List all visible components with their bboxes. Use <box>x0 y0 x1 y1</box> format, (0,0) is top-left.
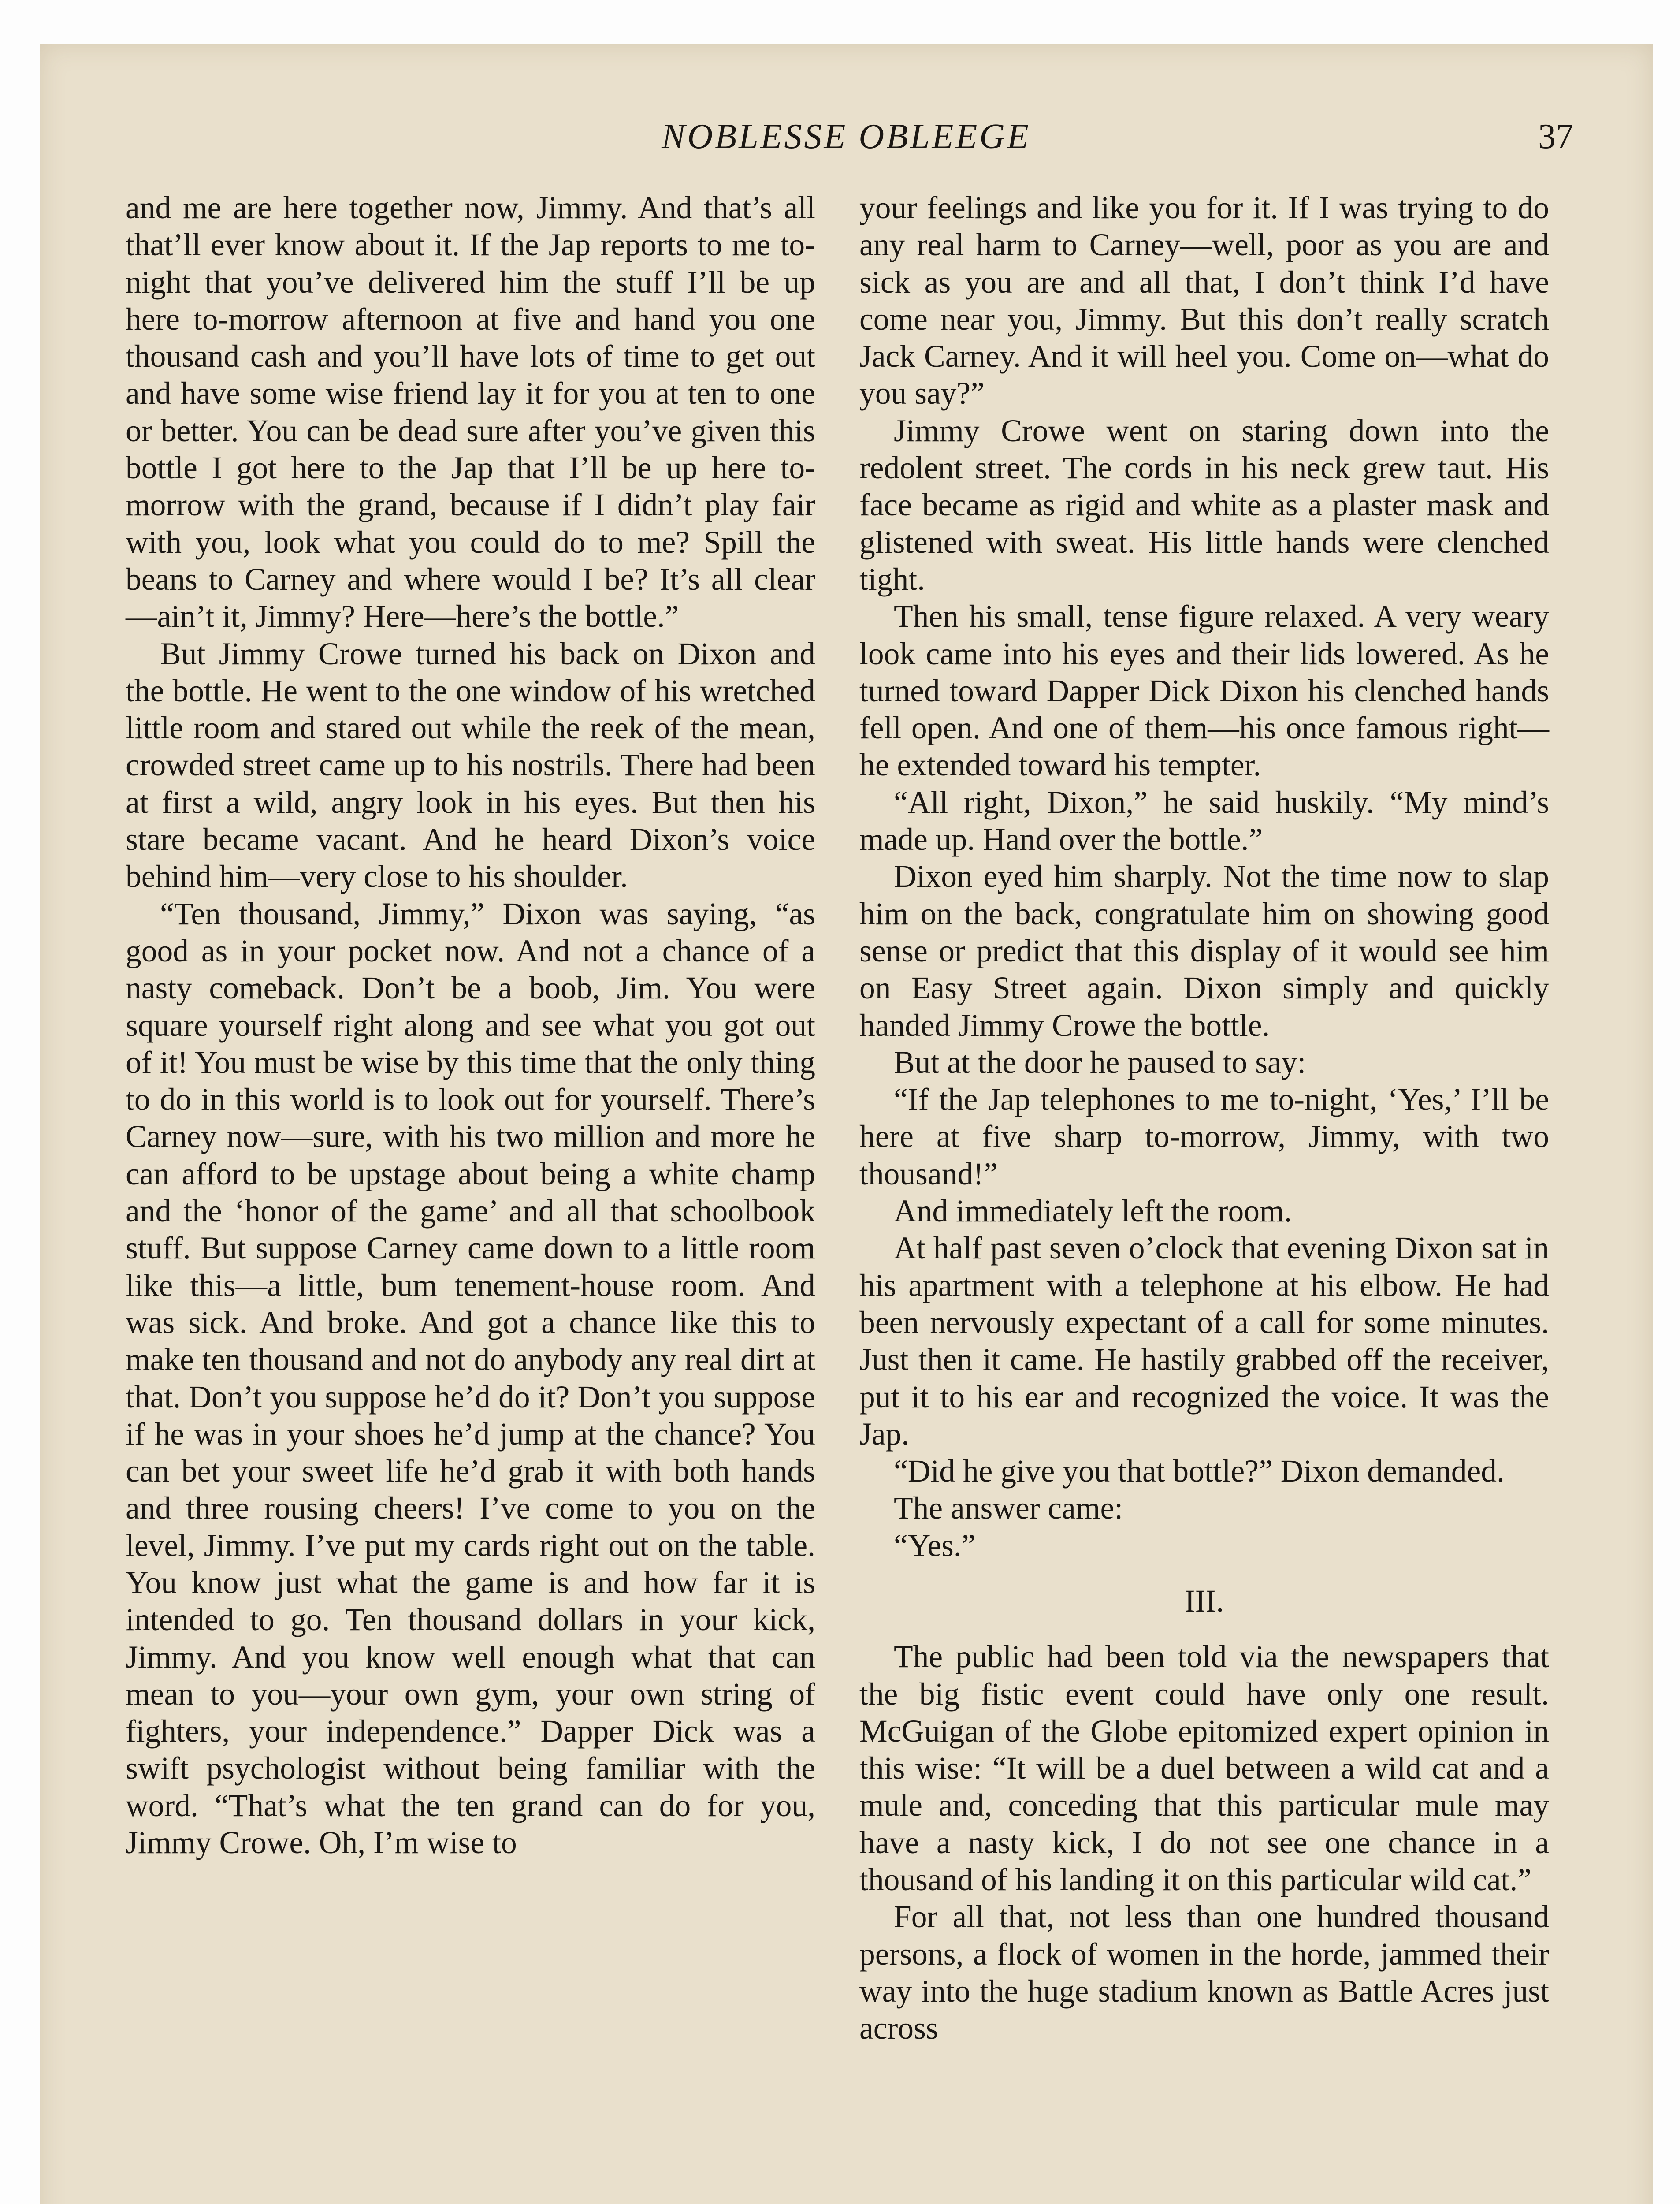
paragraph: Dixon eyed him sharply. Not the time now to slap him on the back, congratulate him on showing good sense or predict that this display of it would see him on Easy Street again. Dixon simply and quickly handed Jimmy Crowe the bottle. <box>859 859 1549 1043</box>
paragraph: “Ten thousand, Jimmy,” Dixon was saying, “as good as in your pocket now. And not a chance of a nasty comeback. Don’t be a boob, Jim. You were square yourself right along and see what you got out of it! You must be wise by this time that the only thing to do in this world is to look out for yourself. There’s Carney now—sure, with his two million and more he can afford to be upstage about being a white champ and the ‘honor of the game’ and all that schoolbook stuff. But suppose Carney came down to a little room like this—a little, bum tenement-house room. And was sick. And broke. And got a chance like this to make ten thousand and not do anybody any real dirt at that. Don’t you suppose he’d do it? Don’t you suppose if he was in your shoes he’d jump at the chance? You can bet your sweet life he’d grab it with both hands and three rousing cheers! I’ve come to you on the level, Jimmy. I’ve put my cards right out on the table. You know just what the game is and how far it is intended to go. Ten thousand dollars in your kick, Jimmy. And you know well enough what that can mean to you—your own gym, your own string of fighters, your independence.” Dapper Dick was a swift psychologist without being familiar with the word. “That’s what the ten grand can do for you, Jimmy Crowe. Oh, I’m wise to <box>126 896 815 1861</box>
paragraph: Then his small, tense figure relaxed. A very weary look came into his eyes and their lids lowered. As he turned toward Dapper Dick Dixon his clenched hands fell open. And one of them—his once famous right—he extended toward his tempter. <box>859 599 1549 783</box>
running-head <box>40 117 1653 161</box>
paragraph: and me are here together now, Jimmy. And that’s all that’ll ever know about it. If the Jap reports to me to-night that you’ve delivered him the stuff I’ll be up here to-morrow afternoon at five and hand you one thousand cash and you’ll have lots of time to get out and have some wise friend lay it for you at ten to one or better. You can be dead sure after you’ve given this bottle I got here to the Jap that I’ll be up here to-morrow with the grand, because if I didn’t play fair with you, look what you could do to me? Spill the beans to Carney and where would I be? It’s all clear —ain’t it, Jimmy? Here—here’s the bottle.” <box>126 190 815 634</box>
paragraph: “Did he give you that bottle?” Dixon demanded. <box>894 1454 1505 1489</box>
left-column <box>126 190 815 1861</box>
paragraph: “Yes.” <box>894 1528 976 1563</box>
right-column <box>859 190 1549 2048</box>
page-number: 37 <box>1538 117 1573 156</box>
book-page <box>40 44 1653 2204</box>
section-heading: III. <box>1184 1583 1224 1619</box>
paragraph: The answer came: <box>894 1491 1123 1526</box>
paragraph: At half past seven o’clock that evening Dixon sat in his apartment with a telephone at his elbow. He had been nervously expectant of a call for some minutes. Just then it came. He hastily grabbed off the receiver, put it to his ear and recognized the voice. It was the Jap. <box>859 1231 1549 1452</box>
paragraph: The public had been told via the newspapers that the big fistic event could have only one result. McGuigan of the Globe epitomized expert opinion in this wise: “It will be a duel between a wild cat and a mule and, conceding that this particular mule may have a nasty kick, I do not see one chance in a thousand of his landing it on this particular wild cat.” <box>859 1639 1549 1898</box>
paragraph: “If the Jap telephones to me to-night, ‘Yes,’ I’ll be here at five sharp to-morrow, Jimmy, with two thousand!” <box>859 1082 1549 1191</box>
paragraph: your feelings and like you for it. If I was trying to do any real harm to Carney—well, poor as you are and sick as you are and all that, I don’t think I’d have come near you, Jimmy. But this don’t really scratch Jack Carney. And it will heel you. Come on—what do you say?” <box>859 190 1549 411</box>
paragraph: But at the door he paused to say: <box>894 1045 1306 1080</box>
paragraph: And immediately left the room. <box>894 1194 1292 1229</box>
paragraph: But Jimmy Crowe turned his back on Dixon and the bottle. He went to the one window of his wretched little room and stared out while the reek of the mean, crowded street came up to his nostrils. There had been at first a wild, angry look in his eyes. But then his stare became vacant. And he heard Dixon’s voice behind him—very close to his shoulder. <box>126 636 815 894</box>
paragraph: “All right, Dixon,” he said huskily. “My mind’s made up. Hand over the bottle.” <box>859 785 1549 857</box>
running-title: NOBLESSE OBLEEGE <box>662 117 1031 156</box>
paragraph: For all that, not less than one hundred thousand persons, a flock of women in the horde, jammed their way into the huge stadium known as Battle Acres just across <box>859 1899 1549 2046</box>
paragraph: Jimmy Crowe went on staring down into the redolent street. The cords in his neck grew taut. His face became as rigid and white as a plaster mask and glistened with sweat. His little hands were clenched tight. <box>859 413 1549 597</box>
